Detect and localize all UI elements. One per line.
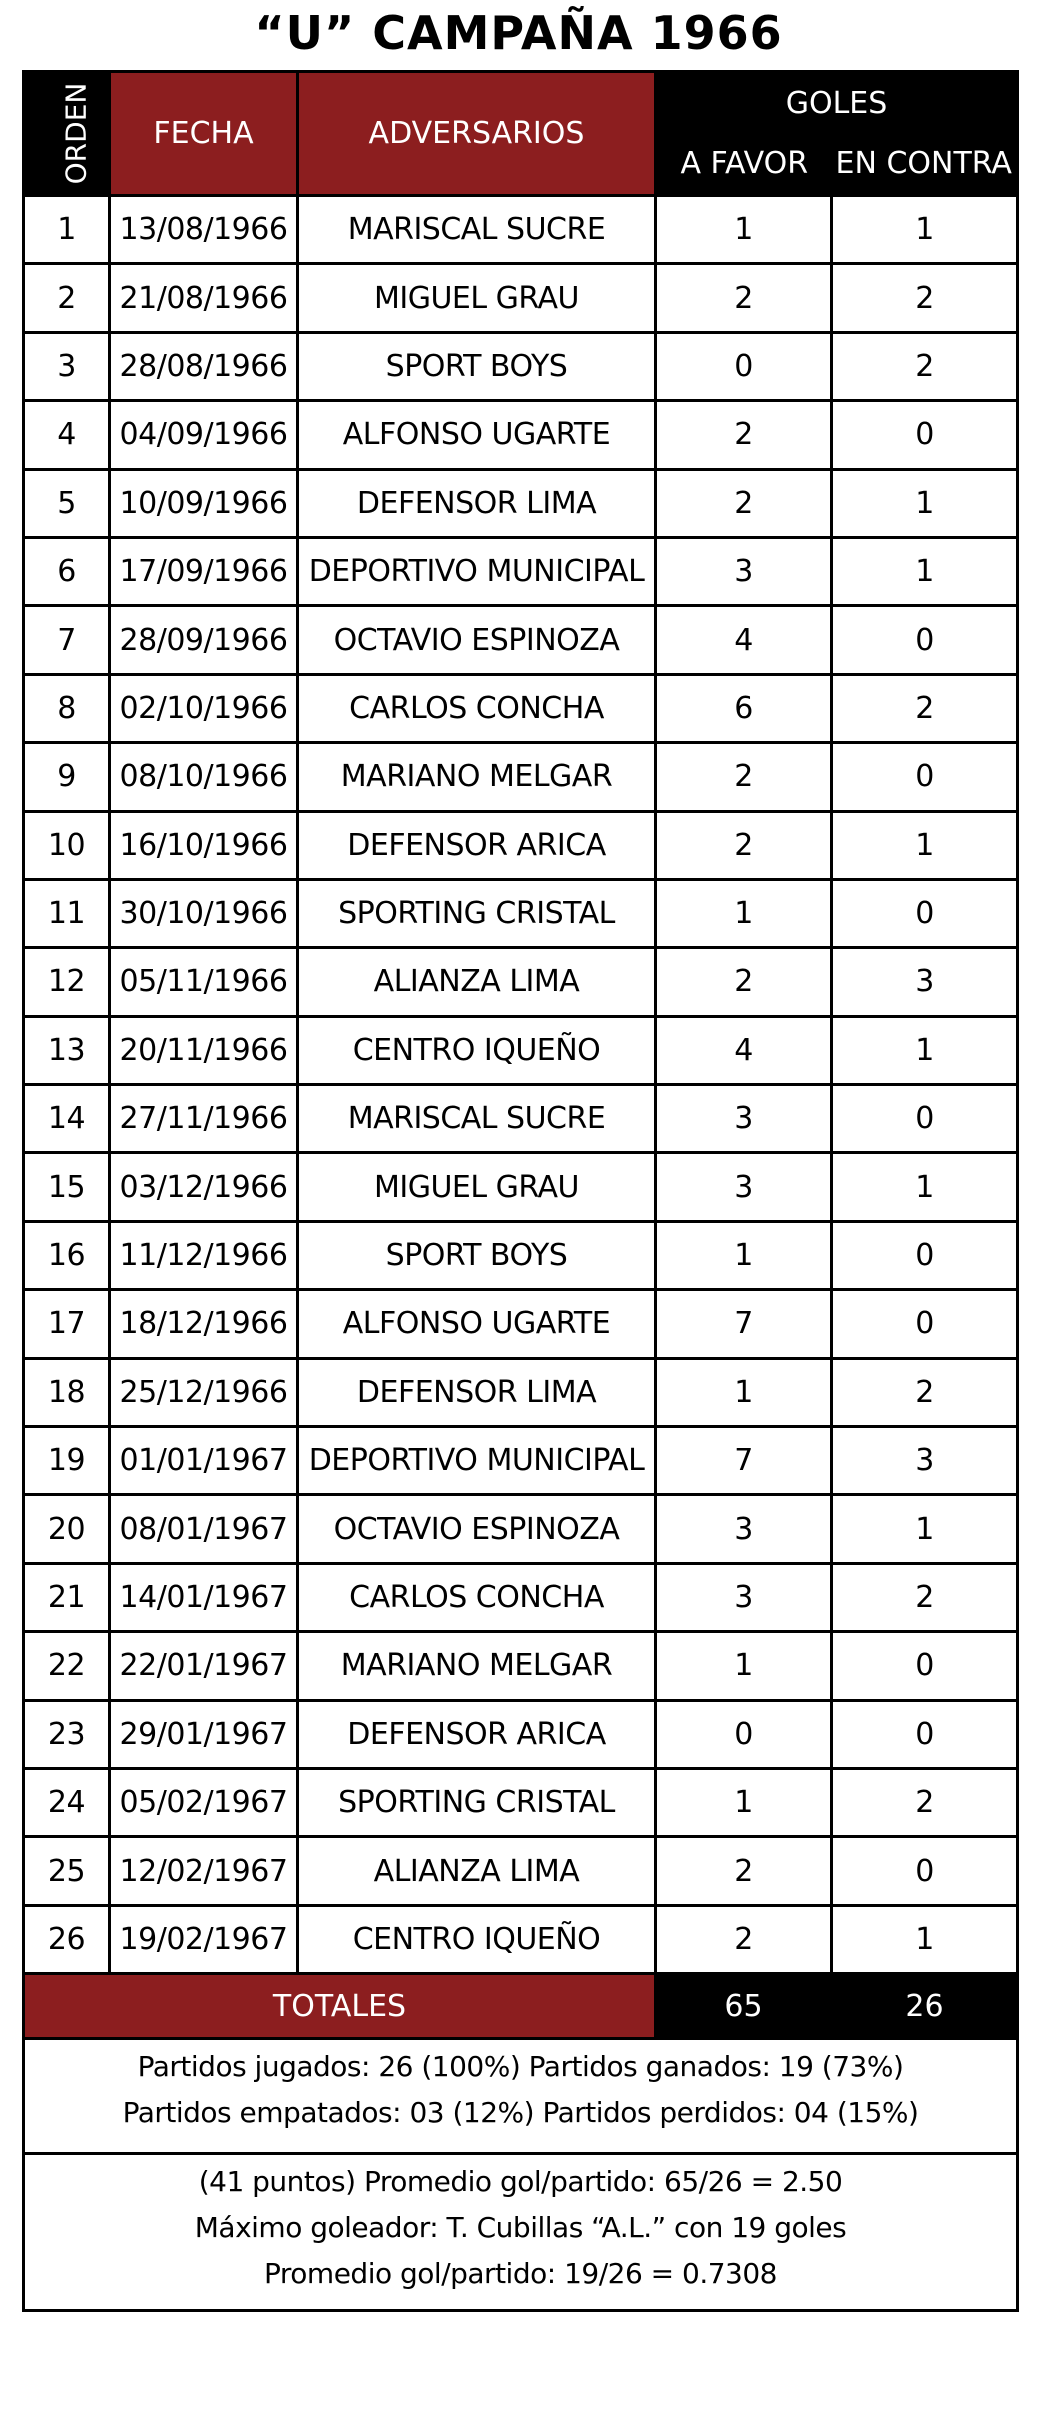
cell-en-contra: 2 (832, 1563, 1018, 1631)
cell-en-contra: 2 (832, 332, 1018, 400)
cell-a-favor: 2 (656, 811, 832, 879)
cell-orden: 23 (24, 1700, 110, 1768)
table-row (24, 1495, 1018, 1563)
cell-orden: 10 (24, 811, 110, 879)
cell-orden: 19 (24, 1427, 110, 1495)
totals-en-contra: 26 (832, 1974, 1018, 2039)
cell-orden: 9 (24, 743, 110, 811)
cell-a-favor: 4 (656, 1016, 832, 1084)
cell-adversario: MARIANO MELGAR (298, 1632, 656, 1700)
cell-a-favor: 7 (656, 1290, 832, 1358)
cell-adversario: DEFENSOR LIMA (298, 1358, 656, 1426)
cell-a-favor: 0 (656, 1700, 832, 1768)
cell-orden: 2 (24, 264, 110, 332)
header-orden: ORDEN (24, 72, 110, 196)
cell-adversario: CENTRO IQUEÑO (298, 1905, 656, 1973)
summary-line-drawn-lost: Partidos empatados: 03 (12%) Partidos perdidos: 04 (15%) (122, 2096, 919, 2130)
cell-fecha: 28/09/1966 (110, 606, 298, 674)
cell-fecha: 01/01/1967 (110, 1427, 298, 1495)
table-row (24, 879, 1018, 947)
cell-fecha: 21/08/1966 (110, 264, 298, 332)
table-row (24, 1153, 1018, 1221)
cell-a-favor: 1 (656, 1632, 832, 1700)
cell-adversario: DEPORTIVO MUNICIPAL (298, 1427, 656, 1495)
header-a-favor: A FAVOR (656, 134, 832, 196)
cell-fecha: 28/08/1966 (110, 332, 298, 400)
cell-en-contra: 0 (832, 1221, 1018, 1289)
cell-adversario: MARISCAL SUCRE (298, 196, 656, 264)
totals-label: TOTALES (24, 1974, 656, 2039)
table-row (24, 264, 1018, 332)
cell-orden: 13 (24, 1016, 110, 1084)
cell-en-contra: 0 (832, 1837, 1018, 1905)
cell-adversario: DEFENSOR LIMA (298, 469, 656, 537)
table-row (24, 1632, 1018, 1700)
cell-a-favor: 1 (656, 879, 832, 947)
cell-a-favor: 3 (656, 1563, 832, 1631)
cell-en-contra: 1 (832, 196, 1018, 264)
results-table (22, 70, 1019, 2312)
cell-fecha: 27/11/1966 (110, 1085, 298, 1153)
cell-a-favor: 6 (656, 674, 832, 742)
cell-en-contra: 0 (832, 401, 1018, 469)
cell-adversario: CARLOS CONCHA (298, 1563, 656, 1631)
table-row (24, 537, 1018, 605)
cell-en-contra: 0 (832, 879, 1018, 947)
table-row (24, 1358, 1018, 1426)
table-row (24, 811, 1018, 879)
table-row (24, 469, 1018, 537)
cell-adversario: MIGUEL GRAU (298, 264, 656, 332)
cell-fecha: 08/10/1966 (110, 743, 298, 811)
cell-orden: 12 (24, 948, 110, 1016)
cell-en-contra: 0 (832, 1085, 1018, 1153)
cell-fecha: 08/01/1967 (110, 1495, 298, 1563)
cell-adversario: ALFONSO UGARTE (298, 1290, 656, 1358)
table-row (24, 1700, 1018, 1768)
cell-fecha: 22/01/1967 (110, 1632, 298, 1700)
cell-fecha: 30/10/1966 (110, 879, 298, 947)
cell-fecha: 02/10/1966 (110, 674, 298, 742)
cell-a-favor: 3 (656, 1085, 832, 1153)
cell-a-favor: 3 (656, 1153, 832, 1221)
cell-fecha: 18/12/1966 (110, 1290, 298, 1358)
table-row (24, 1905, 1018, 1973)
cell-orden: 3 (24, 332, 110, 400)
cell-fecha: 12/02/1967 (110, 1837, 298, 1905)
cell-en-contra: 1 (832, 469, 1018, 537)
cell-orden: 22 (24, 1632, 110, 1700)
header-goles: GOLES (656, 72, 1018, 134)
table-row (24, 1563, 1018, 1631)
cell-adversario: MARIANO MELGAR (298, 743, 656, 811)
cell-fecha: 25/12/1966 (110, 1358, 298, 1426)
cell-fecha: 17/09/1966 (110, 537, 298, 605)
cell-orden: 4 (24, 401, 110, 469)
cell-a-favor: 1 (656, 1358, 832, 1426)
cell-orden: 11 (24, 879, 110, 947)
cell-orden: 26 (24, 1905, 110, 1973)
cell-en-contra: 0 (832, 606, 1018, 674)
cell-a-favor: 3 (656, 537, 832, 605)
summary-line-top-scorer: Máximo goleador: T. Cubillas “A.L.” con 19 goles (194, 2211, 847, 2245)
cell-en-contra: 3 (832, 948, 1018, 1016)
cell-orden: 7 (24, 606, 110, 674)
summary-averages (25, 2152, 1016, 2309)
cell-orden: 1 (24, 196, 110, 264)
summary-record (25, 2040, 1016, 2152)
cell-adversario: ALFONSO UGARTE (298, 401, 656, 469)
cell-adversario: MIGUEL GRAU (298, 1153, 656, 1221)
cell-a-favor: 2 (656, 469, 832, 537)
cell-en-contra: 2 (832, 1358, 1018, 1426)
cell-adversario: ALIANZA LIMA (298, 948, 656, 1016)
totals-a-favor: 65 (656, 1974, 832, 2039)
table-row (24, 743, 1018, 811)
table-row (24, 1290, 1018, 1358)
cell-en-contra: 1 (832, 1016, 1018, 1084)
cell-a-favor: 2 (656, 743, 832, 811)
cell-adversario: SPORT BOYS (298, 332, 656, 400)
cell-orden: 6 (24, 537, 110, 605)
page-title: “U” CAMPAÑA 1966 (254, 6, 783, 60)
cell-a-favor: 0 (656, 332, 832, 400)
cell-fecha: 13/08/1966 (110, 196, 298, 264)
cell-orden: 5 (24, 469, 110, 537)
cell-en-contra: 3 (832, 1427, 1018, 1495)
cell-orden: 16 (24, 1221, 110, 1289)
cell-orden: 25 (24, 1837, 110, 1905)
cell-adversario: SPORT BOYS (298, 1221, 656, 1289)
totals-row (24, 1974, 1018, 2039)
cell-orden: 8 (24, 674, 110, 742)
table-row (24, 674, 1018, 742)
cell-fecha: 04/09/1966 (110, 401, 298, 469)
cell-a-favor: 1 (656, 1221, 832, 1289)
cell-a-favor: 2 (656, 1905, 832, 1973)
table-row (24, 1221, 1018, 1289)
header-en-contra: EN CONTRA (832, 134, 1018, 196)
cell-fecha: 20/11/1966 (110, 1016, 298, 1084)
cell-orden: 24 (24, 1768, 110, 1836)
cell-a-favor: 1 (656, 196, 832, 264)
cell-a-favor: 7 (656, 1427, 832, 1495)
cell-adversario: DEFENSOR ARICA (298, 1700, 656, 1768)
table-row (24, 948, 1018, 1016)
cell-adversario: ALIANZA LIMA (298, 1837, 656, 1905)
summary-box (24, 2039, 1018, 2311)
summary-line-points-average: (41 puntos) Promedio gol/partido: 65/26 = 2.50 (198, 2165, 843, 2199)
cell-orden: 18 (24, 1358, 110, 1426)
cell-en-contra: 1 (832, 811, 1018, 879)
cell-adversario: SPORTING CRISTAL (298, 1768, 656, 1836)
cell-en-contra: 1 (832, 537, 1018, 605)
cell-fecha: 03/12/1966 (110, 1153, 298, 1221)
summary-line-played-won: Partidos jugados: 26 (100%) Partidos ganados: 19 (73%) (137, 2050, 904, 2084)
cell-a-favor: 2 (656, 1837, 832, 1905)
cell-orden: 21 (24, 1563, 110, 1631)
cell-a-favor: 2 (656, 948, 832, 1016)
cell-en-contra: 0 (832, 1700, 1018, 1768)
cell-adversario: DEPORTIVO MUNICIPAL (298, 537, 656, 605)
header-fecha: FECHA (110, 72, 298, 196)
table-row (24, 1768, 1018, 1836)
cell-orden: 15 (24, 1153, 110, 1221)
cell-orden: 14 (24, 1085, 110, 1153)
summary-line-scorer-average: Promedio gol/partido: 19/26 = 0.7308 (264, 2257, 777, 2291)
table-row (24, 1837, 1018, 1905)
cell-a-favor: 2 (656, 401, 832, 469)
cell-adversario: OCTAVIO ESPINOZA (298, 606, 656, 674)
cell-adversario: MARISCAL SUCRE (298, 1085, 656, 1153)
cell-en-contra: 2 (832, 1768, 1018, 1836)
table-row (24, 1427, 1018, 1495)
header-adversarios: ADVERSARIOS (298, 72, 656, 196)
cell-en-contra: 2 (832, 674, 1018, 742)
cell-en-contra: 0 (832, 743, 1018, 811)
cell-fecha: 11/12/1966 (110, 1221, 298, 1289)
cell-fecha: 10/09/1966 (110, 469, 298, 537)
table-row (24, 196, 1018, 264)
table-row (24, 1085, 1018, 1153)
cell-fecha: 05/11/1966 (110, 948, 298, 1016)
cell-en-contra: 1 (832, 1153, 1018, 1221)
cell-adversario: DEFENSOR ARICA (298, 811, 656, 879)
cell-fecha: 29/01/1967 (110, 1700, 298, 1768)
table-row (24, 1016, 1018, 1084)
cell-fecha: 14/01/1967 (110, 1563, 298, 1631)
cell-a-favor: 4 (656, 606, 832, 674)
cell-a-favor: 2 (656, 264, 832, 332)
cell-en-contra: 0 (832, 1290, 1018, 1358)
cell-en-contra: 2 (832, 264, 1018, 332)
cell-en-contra: 1 (832, 1495, 1018, 1563)
cell-orden: 17 (24, 1290, 110, 1358)
cell-adversario: OCTAVIO ESPINOZA (298, 1495, 656, 1563)
cell-en-contra: 0 (832, 1632, 1018, 1700)
cell-orden: 20 (24, 1495, 110, 1563)
cell-fecha: 05/02/1967 (110, 1768, 298, 1836)
cell-en-contra: 1 (832, 1905, 1018, 1973)
cell-adversario: CARLOS CONCHA (298, 674, 656, 742)
cell-a-favor: 1 (656, 1768, 832, 1836)
table-row (24, 332, 1018, 400)
cell-adversario: CENTRO IQUEÑO (298, 1016, 656, 1084)
cell-fecha: 19/02/1967 (110, 1905, 298, 1973)
table-row (24, 401, 1018, 469)
cell-a-favor: 3 (656, 1495, 832, 1563)
cell-adversario: SPORTING CRISTAL (298, 879, 656, 947)
cell-fecha: 16/10/1966 (110, 811, 298, 879)
table-row (24, 606, 1018, 674)
